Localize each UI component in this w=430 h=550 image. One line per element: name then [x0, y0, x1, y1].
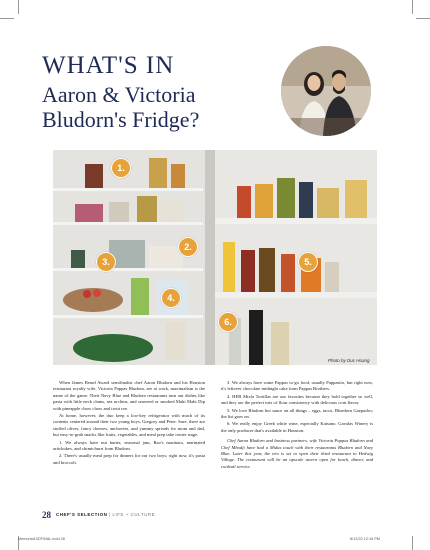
crop-mark	[412, 536, 413, 550]
subsection-name: LIFE + CULTURE	[112, 512, 156, 517]
body-paragraph: 4. HEB Mixla Tortillas are our favorites because they hold together so well, and they are the perfect mix of flour consistency with delicious corn flavor.	[221, 393, 373, 406]
body-paragraph: 6. We really enjoy Greek white wine, especially Katsano. Gavalas Winery is the only producer that's available in Houston.	[221, 421, 373, 433]
print-slug-file: Memorial10DFINAL.indd 28	[18, 537, 65, 541]
body-paragraph: 1. We always have nut butter, seasonal jam, Rao's marinara, marinated artichokes, and chimichurri from Bludorn.	[53, 439, 205, 452]
section-name: CHEF'S SELECTION	[56, 512, 108, 517]
crop-mark	[416, 18, 430, 19]
body-column-left	[53, 380, 205, 467]
callout-badge-4: 4.	[161, 288, 181, 308]
callout-badge-5: 5.	[298, 252, 318, 272]
headline-line-1: WHAT'S IN	[42, 52, 175, 79]
crop-mark	[18, 0, 19, 14]
body-paragraph: When James Beard Award semifinalist chef Aaron Bludorn and his Houston restaurant royalty wife, Victoria Pappas Bludorn, are at work, maximalism is the name of the game. Their Navy Blue and Bludorn restaurants turn out dishes like pasta with little neck clams, sea urchins, and seaweed or smoked Mahi Mahi Dip with pineapple chow chow and trout roe.	[53, 380, 205, 411]
headline-line-2: Aaron & Victoria	[42, 82, 196, 107]
callout-badge-1: 1.	[111, 158, 131, 178]
section-label: CHEF'S SELECTION | LIFE + CULTURE	[56, 512, 156, 517]
callout-badge-2: 2.	[178, 237, 198, 257]
callout-badge-3: 3.	[96, 252, 116, 272]
couple-portrait	[281, 46, 371, 136]
crop-mark	[0, 18, 14, 19]
headline-line-3: Bludorn's Fridge?	[42, 107, 200, 132]
callout-badge-6: 6.	[218, 312, 238, 332]
body-paragraph: 3. We always have some Pappas to-go food, usually Pappasito, but right now, it's leftover chocolate midnight cake from Pappas Brothers.	[221, 380, 373, 392]
body-paragraph: 5. We love Bludorn hot sauce on all things – eggs, tacos, Bluedorn Gazpacho; the list goes on.	[221, 407, 373, 420]
print-slug-date: 8/12/22 12:16 PM	[350, 537, 380, 541]
body-paragraph: 2. There's usually meal prep for dinners for our two boys; right now, it's pasta and broccoli.	[53, 453, 205, 465]
photo-credit: Photo by Duc Hoang	[328, 358, 370, 363]
body-paragraph: At home, however, the duo keep a low-key refrigerator with much of its contents centered around their two young boys, Gregory and Peter. Sure, there are stuffed olives, fancy cheeses, anchovies, and yummy spreads for mom and dad, but easy-to-grab snacks like fruits, vegetables, and meal prep take center stage.	[53, 413, 205, 438]
crop-mark	[412, 0, 413, 14]
page-number: 28	[42, 510, 51, 520]
closing-paragraph: Chef Aaron Bludorn and business partners, wife Victoria Pappas Bludorn and Chef Mhodji have had a Midas touch with their restaurants Bludorn and Navy Blue. Later this year, the trio is set to open their third restaurant in Hedwig Village. The restaurant will be an upscale tavern open for lunch, dinner, and cocktail service.	[221, 438, 373, 469]
body-column-right	[221, 380, 373, 471]
